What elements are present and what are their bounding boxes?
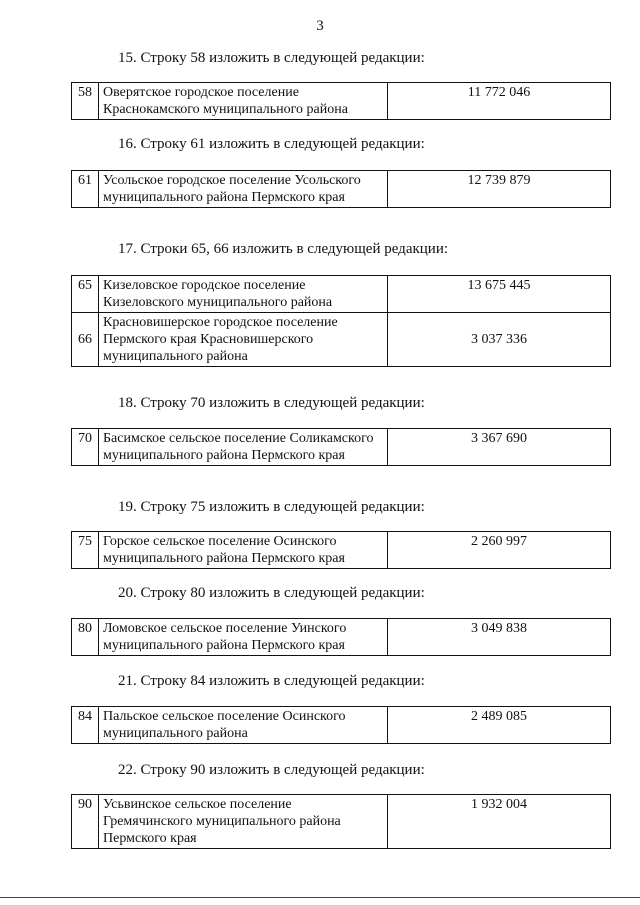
amount-value: 2 489 085 [388,707,611,744]
settlement-name: Кизеловское городское поселение Кизеловского муниципального района [99,276,388,313]
amendment-table-20 [71,618,611,656]
table-row [72,795,611,849]
section-heading-20: 20. Строку 80 изложить в следующей редакции: [118,585,425,601]
section-heading-21: 21. Строку 84 изложить в следующей редакции: [118,673,425,689]
table-row [72,313,611,367]
amount-value: 1 932 004 [388,795,611,849]
settlement-name: Басимское сельское поселение Соликамского муниципального района Пермского края [99,429,388,466]
section-heading-17: 17. Строки 65, 66 изложить в следующей редакции: [118,241,449,257]
row-number: 75 [72,532,99,569]
page-number: 3 [316,18,324,34]
amount-value: 3 049 838 [388,619,611,656]
amount-value: 3 367 690 [388,429,611,466]
settlement-name: Красновишерское городское поселение Пермского края Красновишерского муниципального района [99,313,388,367]
row-number: 61 [72,171,99,208]
settlement-name: Пальское сельское поселение Осинского муниципального района [99,707,388,744]
amount-value: 12 739 879 [388,171,611,208]
amount-value: 2 260 997 [388,532,611,569]
row-number: 70 [72,429,99,466]
amount-value: 11 772 046 [388,83,611,120]
table-row [72,619,611,656]
table-row [72,707,611,744]
settlement-name: Ломовское сельское поселение Уинского муниципального района Пермского края [99,619,388,656]
row-number: 84 [72,707,99,744]
amendment-table-15 [71,82,611,120]
row-number: 65 [72,276,99,313]
section-heading-18: 18. Строку 70 изложить в следующей редакции: [118,395,425,411]
table-row [72,276,611,313]
amendment-table-17 [71,275,611,367]
settlement-name: Оверятское городское поселение Краснокамского муниципального района [99,83,388,120]
amendment-table-21 [71,706,611,744]
amount-value: 3 037 336 [388,313,611,367]
amendment-table-16 [71,170,611,208]
table-row [72,83,611,120]
page-bottom-rule [0,897,640,898]
table-row [72,429,611,466]
section-heading-19: 19. Строку 75 изложить в следующей редакции: [118,499,425,515]
section-heading-22: 22. Строку 90 изложить в следующей редакции: [118,762,425,778]
settlement-name: Горское сельское поселение Осинского муниципального района Пермского края [99,532,388,569]
section-heading-16: 16. Строку 61 изложить в следующей редакции: [118,136,425,152]
amendment-table-19 [71,531,611,569]
settlement-name: Усольское городское поселение Усольского муниципального района Пермского края [99,171,388,208]
row-number: 66 [72,313,99,367]
row-number: 90 [72,795,99,849]
table-row [72,171,611,208]
amendment-table-18 [71,428,611,466]
section-heading-15: 15. Строку 58 изложить в следующей редакции: [118,50,425,66]
row-number: 58 [72,83,99,120]
amendment-table-22 [71,794,611,849]
amount-value: 13 675 445 [388,276,611,313]
row-number: 80 [72,619,99,656]
settlement-name: Усьвинское сельское поселение Гремячинского муниципального района Пермского края [99,795,388,849]
table-row [72,532,611,569]
